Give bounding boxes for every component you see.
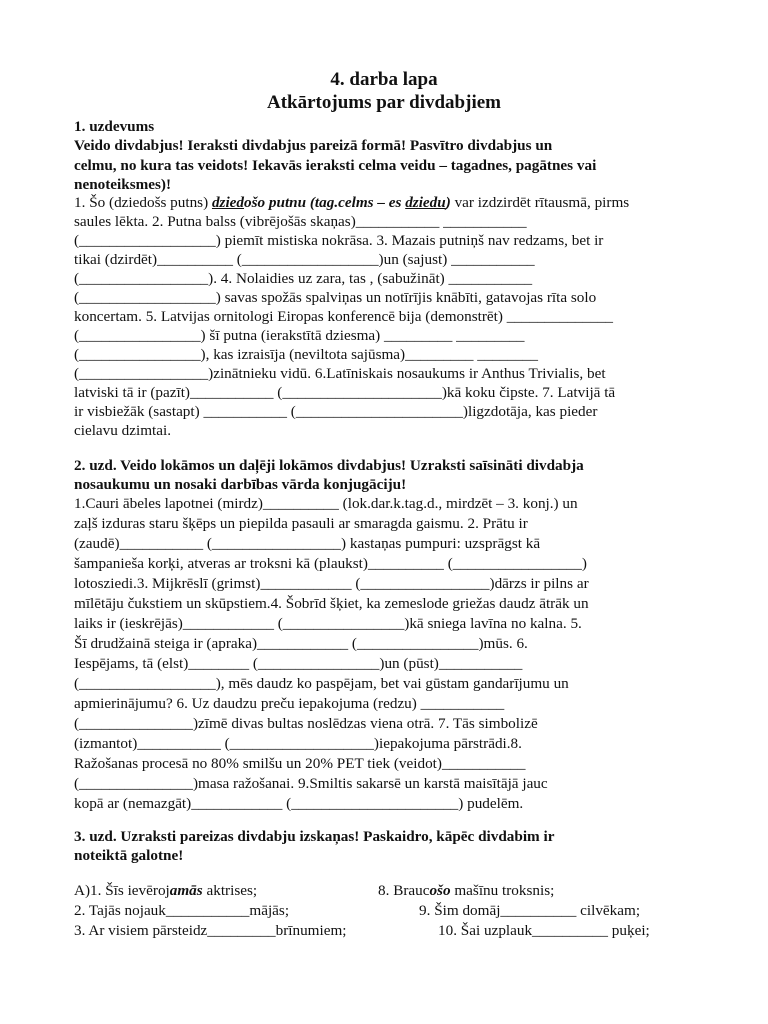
task2-line: 1.Cauri ābeles lapotnei (mirdz)__________ (lok.dar.k.tag.d., mirdzēt – 3. konj.) un	[74, 495, 578, 512]
task1-line: koncertam. 5. Latvijas ornitologi Eiropas konferencē bija (demonstrēt) ______________	[74, 308, 614, 325]
example-close: )	[445, 194, 451, 211]
task3-item-1	[74, 881, 257, 901]
task2-line: lotosziedi.3. Mijkrēslī (grimst)____________ (_________________)dārzs ir pilns ar	[74, 575, 589, 592]
worksheet-title: Atkārtojums par divdabjiem	[267, 92, 501, 113]
example-stem-type: (tag.celms – es	[306, 194, 406, 211]
task1-line: (________________) šī putna (ierakstītā dziesma) _________ _________	[74, 327, 525, 344]
task1-instruction-2: celmu, no kura tas veidots! Iekavās ieraksti celma veidu – tagadnes, pagātnes vai	[74, 157, 597, 174]
task1-instruction-1: Veido divdabjus! Ieraksti divdabjus pareizā formā! Pasvītro divdabjus un	[74, 137, 553, 154]
task3-heading-2: noteiktā galotne!	[74, 847, 184, 864]
item-ending: ošo	[429, 882, 451, 899]
task3-item-2: 2. Tajās nojauk___________mājās;	[74, 902, 290, 919]
task1-line: (__________________) piemīt mistiska nokrāsa. 3. Mazais putniņš nav redzams, bet ir	[74, 232, 604, 249]
item-text-end: aktrises;	[202, 882, 258, 899]
item-text: A)1. Šīs ievēroj	[74, 882, 170, 899]
task2-line: (_______________)zīmē divas bultas noslēdzas viena otrā. 7. Tās simbolizē	[74, 715, 538, 732]
task1-line: latviski tā ir (pazīt)___________ (_____________________)kā koku čipste. 7. Latvijā tā	[74, 384, 616, 401]
task1-line: (__________________) savas spožās spalviņas un notīrījis knābīti, gatavojas rīta solo	[74, 289, 597, 306]
task1-line: cielavu dzimtai.	[74, 422, 171, 439]
task2-line: šampanieša korķi, atveras ar troksni kā (plaukst)__________ (_________________)	[74, 555, 587, 572]
task2-heading-2: nosaukumu un nosaki darbības vārda konjugāciju!	[74, 476, 407, 493]
task1-heading: 1. uzdevums	[74, 118, 155, 135]
task3-item-10: 10. Šai uzplauk__________ puķei;	[438, 922, 650, 939]
task3-item-3: 3. Ar visiem pārsteidz_________brīnumiem;	[74, 922, 347, 939]
task2-line: kopā ar (nemazgāt)____________ (______________________) pudelēm.	[74, 795, 524, 812]
task1-line1-text: 1. Šo (dziedošs putns)	[74, 194, 212, 211]
task1-line1-rest: var izdzirdēt rītausmā, pirms	[450, 194, 630, 211]
example-participle: ošo putnu	[244, 194, 307, 211]
worksheet-number: 4. darba lapa	[330, 69, 438, 90]
task1-line: tikai (dzirdēt)__________ (__________________)un (sajust) ___________	[74, 251, 535, 268]
task2-heading-1: 2. uzd. Veido lokāmos un daļēji lokāmos divdabjus! Uzraksti saīsināti divdabja	[74, 457, 584, 474]
task1-line: (_________________)zinātnieku vidū. 6.Latīniskais nosaukums ir Anthus Trivialis, bet	[74, 365, 606, 382]
task1-line: saules lēkta. 2. Putna balss (vibrējošās skaņas)___________ ___________	[74, 213, 527, 230]
task1-line: (_________________). 4. Nolaidies uz zara, tas , (sabužināt) ___________	[74, 270, 533, 287]
example-verb: dziedu	[405, 194, 446, 211]
example-stem: dzied	[211, 194, 245, 211]
task1-line: ir visbiežāk (sastapt) ___________ (______________________)ligzdotāja, kas pieder	[74, 403, 598, 420]
task2-line: Šī drudžainā steiga ir (apraka)____________ (________________)mūs. 6.	[74, 635, 528, 652]
task2-line: (__________________), mēs daudz ko paspējam, bet vai gūstam gandarījumu un	[74, 675, 569, 692]
task2-line: (izmantot)___________ (___________________)iepakojuma pārstrādi.8.	[74, 735, 522, 752]
task1-line: (________________), kas izraisīja (neviltota sajūsma)_________ ________	[74, 346, 538, 363]
task1-instruction-3: nenoteiksmes)!	[74, 176, 172, 193]
item-text-end: mašīnu troksnis;	[450, 882, 555, 899]
task2-line: mīlētāju čukstiem un skūpstiem.4. Šobrīd šķiet, ka zemeslode griežas daudz ātrāk un	[74, 595, 589, 612]
task1-line-1	[74, 193, 629, 213]
task2-line: apmierinājumu? 6. Uz daudzu preču iepakojuma (redzu) ___________	[74, 695, 505, 712]
item-ending: amās	[169, 882, 203, 899]
task2-line: (_______________)masa ražošanai. 9.Smiltis sakarsē un karstā maisītājā jauc	[74, 775, 548, 792]
task2-line: zaļš izduras staru šķēps un piepilda pasauli ar smaragda gaismu. 2. Prātu ir	[74, 515, 528, 532]
task2-line: Ražošanas procesā no 80% smilšu un 20% PET tiek (veidot)___________	[74, 755, 526, 772]
task2-line: laiks ir (ieskrējās)____________ (________________)kā sniega lavīna no kalna. 5.	[74, 615, 582, 632]
task3-item-9: 9. Šim domāj__________ cilvēkam;	[419, 902, 641, 919]
task2-line: Iespējams, tā (elst)________ (________________)un (pūst)___________	[74, 655, 523, 672]
task2-line: (zaudē)___________ (_________________) kastaņas pumpuri: uzsprāgst kā	[74, 535, 541, 552]
task3-heading-1: 3. uzd. Uzraksti pareizas divdabju izskaņas! Paskaidro, kāpēc divdabim ir	[74, 828, 555, 845]
item-text: 8. Brauc	[378, 882, 430, 899]
task3-item-8	[378, 881, 554, 901]
